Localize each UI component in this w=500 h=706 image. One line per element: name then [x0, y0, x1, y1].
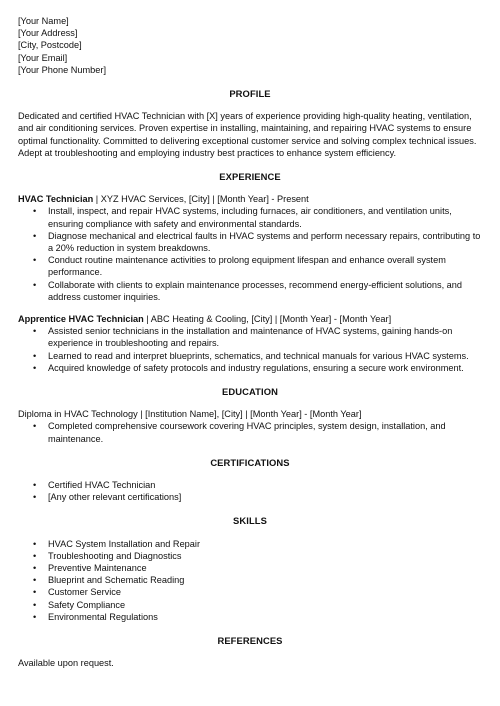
contact-address: [Your Address] [18, 28, 78, 39]
list-item: • Preventive Maintenance [18, 562, 482, 574]
contact-email: [Your Email] [18, 52, 68, 63]
contact-block [18, 15, 482, 76]
references-heading: REFERENCES [217, 635, 283, 647]
job-header [18, 313, 482, 325]
list-item: • Install, inspect, and repair HVAC systems, including furnaces, air conditioners, and ventilation units, ensuring compliance with safety and environmental standards. [18, 205, 482, 229]
education-line: Diploma in HVAC Technology | [Institution Name], [City] | [Month Year] - [Month Year] [18, 409, 362, 420]
education-heading: EDUCATION [222, 386, 278, 397]
profile-heading: PROFILE [229, 87, 271, 99]
list-item: • Conduct routine maintenance activities to prolong equipment lifespan and enhance overall system performance. [18, 254, 482, 278]
skills-heading: SKILLS [233, 515, 267, 527]
list-item: • Learned to read and interpret blueprints, schematics, and technical manuals for various HVAC systems. [18, 350, 482, 362]
list-item: • Troubleshooting and Diagnostics [18, 550, 482, 562]
list-item: • Safety Compliance [18, 599, 482, 611]
list-item: • HVAC System Installation and Repair [18, 538, 482, 550]
job-bullets [18, 205, 482, 303]
job-bullets [18, 325, 482, 374]
references-text: Available upon request. [18, 658, 114, 669]
list-item: • Customer Service [18, 586, 482, 598]
job-details: | ABC Heating & Cooling, [City] | [Month Year] - [Month Year] [143, 313, 392, 324]
education-bullets [18, 420, 482, 444]
list-item: • Assisted senior technicians in the installation and maintenance of HVAC systems, gaining hands-on experience in troubleshooting and repairs. [18, 325, 482, 349]
profile-text: Dedicated and certified HVAC Technician with [X] years of experience providing high-quality heating, ventilation, and air conditioning services. Proven expertise in installing, maintaining, and repairing HVAC systems to ensure optimal functionality. Committed to delivering exceptional customer service and solving complex technical issues. Adept at troubleshooting and employing industry best practices to enhance system efficiency. [18, 111, 477, 158]
list-item: • Acquired knowledge of safety protocols and industry regulations, ensuring a secure work environment. [18, 362, 482, 374]
job-entry [18, 313, 482, 374]
certifications-list [18, 479, 482, 503]
list-item: • Environmental Regulations [18, 611, 482, 623]
job-role: Apprentice HVAC Technician [18, 313, 144, 324]
job-details: | XYZ HVAC Services, [City] | [Month Year] - Present [93, 194, 309, 205]
list-item: • [Any other relevant certifications] [18, 491, 482, 503]
list-item: • Completed comprehensive coursework covering HVAC principles, system design, installation, and maintenance. [18, 420, 482, 444]
list-item: • Diagnose mechanical and electrical faults in HVAC systems and perform necessary repairs, contributing to a 20% reduction in system breakdowns. [18, 230, 482, 254]
contact-phone: [Your Phone Number] [18, 64, 107, 75]
experience-heading: EXPERIENCE [219, 170, 281, 182]
skills-list [18, 538, 482, 623]
certifications-heading: CERTIFICATIONS [210, 456, 290, 468]
job-entry [18, 193, 482, 303]
list-item: • Certified HVAC Technician [18, 479, 482, 491]
list-item: • Collaborate with clients to explain maintenance processes, recommend energy-efficient solutions, and address customer inquiries. [18, 279, 482, 303]
list-item: • Blueprint and Schematic Reading [18, 574, 482, 586]
contact-city: [City, Postcode] [18, 40, 82, 51]
job-header [18, 193, 482, 205]
contact-name: [Your Name] [18, 16, 69, 26]
job-role: HVAC Technician [18, 194, 94, 205]
